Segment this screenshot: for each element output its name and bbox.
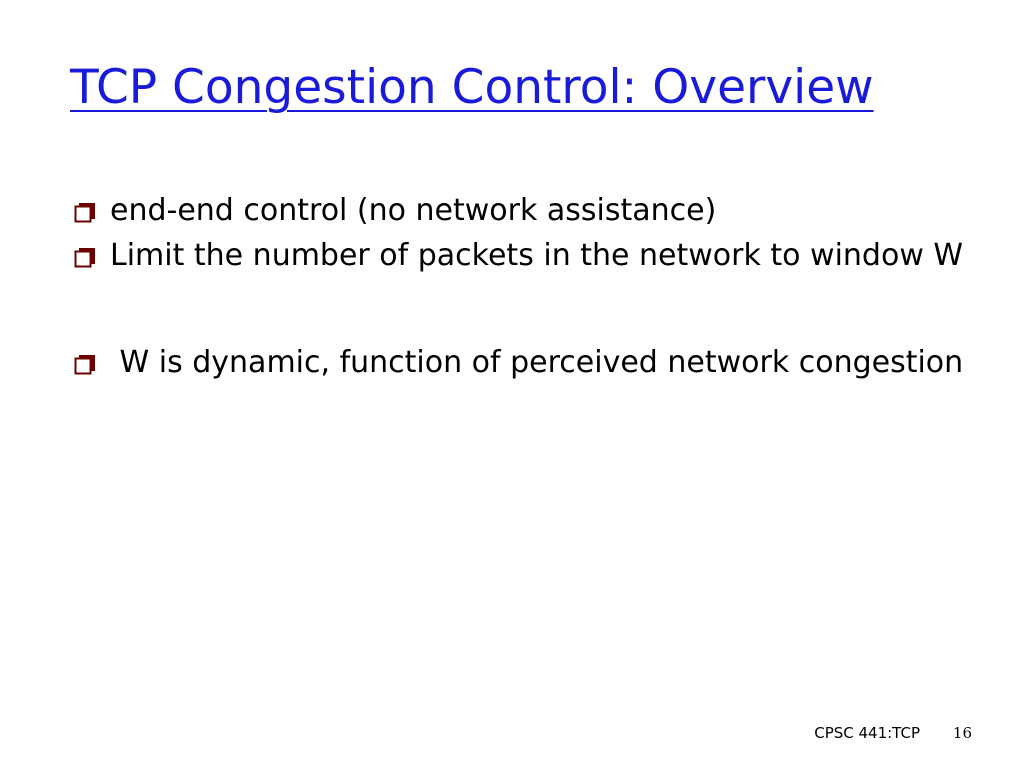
open-box-bullet-icon	[74, 354, 96, 376]
bullet-text: Limit the number of packets in the network to window W	[110, 238, 964, 273]
bullet-list	[72, 188, 992, 385]
bullet-text: W is dynamic, function of perceived network congestion	[110, 345, 964, 380]
open-box-bullet-icon	[74, 202, 96, 224]
footer-course-label: CPSC 441:TCP	[814, 724, 920, 742]
bullet-item	[72, 340, 992, 385]
open-box-bullet-icon	[74, 247, 96, 269]
page-number: 16	[952, 724, 972, 742]
bullet-text: end-end control (no network assistance)	[110, 193, 717, 228]
bullet-item	[72, 233, 992, 278]
bullet-item	[72, 188, 992, 233]
slide-title: TCP Congestion Control: Overview	[70, 60, 874, 115]
